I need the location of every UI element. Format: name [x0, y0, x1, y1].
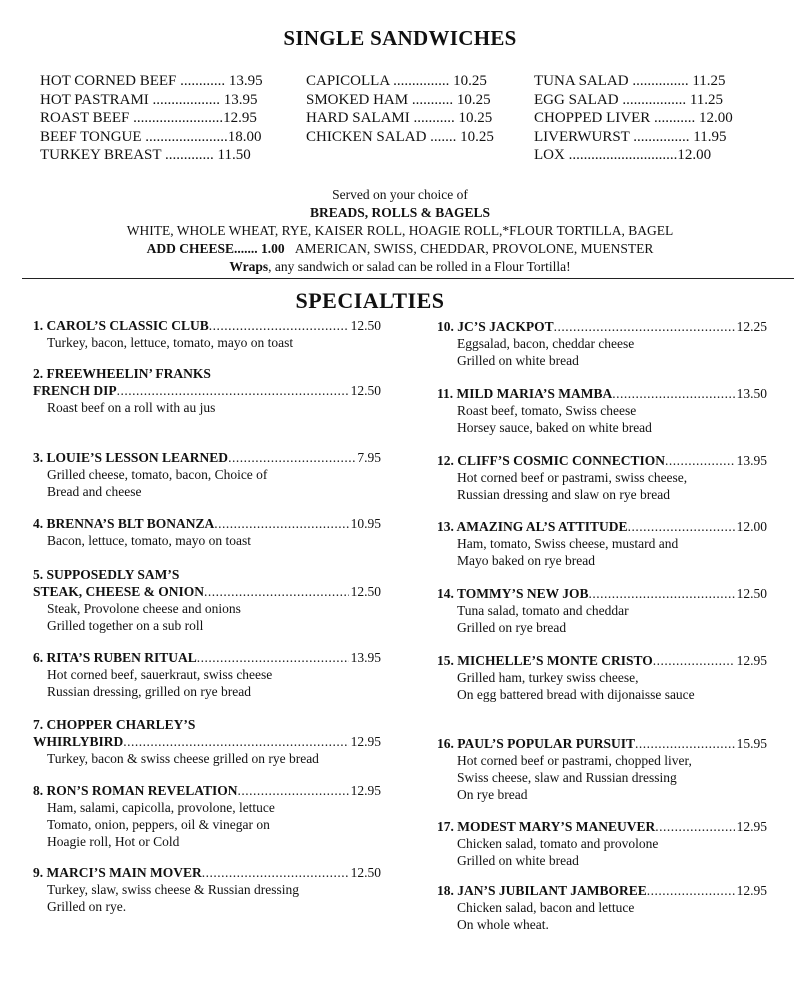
wraps-label: Wraps	[229, 259, 269, 274]
specialty-description: On egg battered bread with dijonaisse sauce	[457, 687, 695, 702]
specialty-name: 10. JC’S JACKPOT	[437, 319, 554, 334]
dot-leader	[635, 735, 735, 752]
specialty-name-row	[33, 317, 381, 334]
specialties-title: SPECIALTIES	[295, 288, 445, 313]
specialty-description: Eggsalad, bacon, cheddar cheese	[457, 336, 635, 351]
specialty-name: 3. LOUIE’S LESSON LEARNED	[33, 450, 229, 465]
specialty-name: FRENCH DIP	[33, 383, 117, 398]
specialty-price: 10.95	[350, 516, 381, 531]
specialty-item	[437, 818, 767, 869]
single-col-2	[306, 72, 494, 146]
specialty-description: Horsey sauce, baked on white bread	[457, 420, 652, 435]
single-item: HOT PASTRAMI .................. 13.95	[40, 91, 258, 108]
specialty-name-row	[437, 882, 767, 899]
specialty-description: Grilled on white bread	[457, 353, 579, 368]
single-item: CHOPPED LIVER ........... 12.00	[534, 110, 733, 126]
specialty-name: 17. MODEST MARY’S MANEUVER	[437, 819, 656, 834]
specialty-name: 12. CLIFF’S COSMIC CONNECTION	[437, 453, 666, 468]
specialty-name: 18. JAN’S JUBILANT JAMBOREE	[437, 883, 647, 898]
specialty-description: Mayo baked on rye bread	[457, 553, 595, 568]
specialty-price: 13.50	[736, 386, 767, 401]
specialty-name-row	[33, 649, 381, 666]
single-item: CHICKEN SALAD ....... 10.25	[306, 128, 494, 145]
specialty-item	[437, 518, 767, 569]
specialty-name: 4. BRENNA’S BLT BONANZA	[33, 516, 215, 531]
dot-leader	[238, 782, 349, 799]
specialty-description: Chicken salad, bacon and lettuce	[457, 900, 635, 915]
add-cheese-line	[0, 240, 800, 258]
specialty-description: Turkey, bacon & swiss cheese grilled on rye bread	[47, 751, 319, 766]
specialty-description: Turkey, slaw, swiss cheese & Russian dressing	[47, 882, 299, 897]
single-item: BEEF TONGUE ......................18.00	[40, 128, 262, 145]
specialty-description: Russian dressing and slaw on rye bread	[457, 487, 670, 502]
single-col-3	[534, 72, 733, 165]
specialty-name-row	[437, 452, 767, 469]
specialty-item	[437, 652, 767, 703]
breads-heading: BREADS, ROLLS & BAGELS	[309, 205, 491, 220]
specialty-name-row	[33, 515, 381, 532]
specialty-item	[33, 449, 381, 500]
single-item: CAPICOLLA ............... 10.25	[306, 73, 487, 89]
specialty-item	[33, 317, 381, 351]
specialty-description: On whole wheat.	[457, 917, 549, 932]
specialty-item	[437, 585, 767, 636]
specialty-name: 8. RON’S ROMAN REVELATION	[33, 783, 238, 798]
wraps-text: , any sandwich or salad can be rolled in a Flour Tortilla!	[268, 259, 571, 274]
specialty-name: 13. AMAZING AL’S ATTITUDE	[437, 519, 628, 534]
specialty-name-row	[33, 583, 381, 600]
specialty-price: 12.50	[350, 383, 381, 398]
dot-leader	[204, 583, 349, 600]
specialty-price: 7.95	[357, 450, 381, 465]
specialty-price: 12.50	[736, 586, 767, 601]
specialty-item	[437, 385, 767, 436]
specialty-description: Hot corned beef or pastrami, swiss cheese,	[457, 470, 688, 485]
dot-leader	[117, 382, 349, 399]
specialty-description: Hot corned beef or pastrami, chopped liver,	[457, 753, 692, 768]
specialty-name: 11. MILD MARIA’S MAMBA	[437, 386, 613, 401]
single-sandwiches-title: SINGLE SANDWICHES	[283, 26, 517, 50]
single-item: ROAST BEEF ........................12.95	[40, 110, 257, 126]
specialty-name-row	[437, 735, 767, 752]
specialty-description: Roast beef, tomato, Swiss cheese	[457, 403, 637, 418]
dot-leader	[554, 318, 735, 335]
specialty-price: 12.95	[350, 783, 381, 798]
specialty-description: On rye bread	[457, 787, 528, 802]
dot-leader	[123, 733, 348, 750]
specialty-name: 15. MICHELLE’S MONTE CRISTO	[437, 653, 653, 668]
specialty-item	[33, 782, 381, 850]
specialty-item	[33, 716, 381, 767]
dot-leader	[209, 317, 349, 334]
single-item: EGG SALAD ................. 11.25	[534, 91, 724, 108]
specialty-item	[33, 515, 381, 549]
specialty-description: Hot corned beef, sauerkraut, swiss cheese	[47, 667, 273, 682]
specialty-description: Swiss cheese, slaw and Russian dressing	[457, 770, 677, 785]
specialty-name: 9. MARCI’S MAIN MOVER	[33, 865, 202, 880]
single-item: TURKEY BREAST ............. 11.50	[40, 147, 251, 163]
specialty-item	[33, 649, 381, 700]
specialty-item	[437, 735, 767, 803]
dot-leader	[589, 585, 735, 602]
specialty-name-row	[437, 585, 767, 602]
specialty-description: Tuna salad, tomato and cheddar	[457, 603, 629, 618]
specialty-name-line: 2. FREEWHEELIN’ FRANKS	[33, 366, 211, 381]
specialty-name-line: 5. SUPPOSEDLY SAM’S	[33, 567, 180, 582]
specialty-description: Grilled on rye bread	[457, 620, 567, 635]
specialty-description: Grilled on rye.	[47, 899, 127, 914]
specialty-item	[437, 318, 767, 369]
specialty-name-row	[437, 818, 767, 835]
specialty-description: Roast beef on a roll with au jus	[47, 400, 216, 415]
specialty-description: Bread and cheese	[47, 484, 142, 499]
dot-leader	[202, 864, 349, 881]
single-item: HOT CORNED BEEF ............ 13.95	[40, 73, 263, 89]
specialty-price: 13.95	[350, 650, 381, 665]
specialty-name: 14. TOMMY’S NEW JOB	[437, 586, 589, 601]
specialty-description: Hoagie roll, Hot or Cold	[47, 834, 180, 849]
single-col-1	[40, 72, 263, 165]
specialty-name-row	[33, 449, 381, 466]
specialty-name: 1. CAROL’S CLASSIC CLUB	[33, 318, 209, 333]
specialty-description: Chicken salad, tomato and provolone	[457, 836, 659, 851]
section-divider	[22, 278, 794, 279]
dot-leader	[628, 518, 735, 535]
dot-leader	[612, 385, 734, 402]
specialty-name-row	[437, 518, 767, 535]
specialty-description: Steak, Provolone cheese and onions	[47, 601, 241, 616]
specialty-description: Ham, salami, capicolla, provolone, lettuce	[47, 800, 275, 815]
specialty-description: Russian dressing, grilled on rye bread	[47, 684, 251, 699]
specialty-item	[437, 882, 767, 933]
specialty-name-row	[33, 782, 381, 799]
dot-leader	[228, 449, 355, 466]
add-cheese-label: ADD CHEESE....... 1.00	[146, 241, 285, 256]
single-item: LIVERWURST ............... 11.95	[534, 128, 727, 145]
specialty-name-row	[33, 382, 381, 399]
specialty-price: 12.95	[350, 734, 381, 749]
dot-leader	[197, 649, 349, 666]
specialty-price: 12.95	[736, 653, 767, 668]
single-item: LOX .............................12.00	[534, 147, 712, 163]
specialty-description: Turkey, bacon, lettuce, tomato, mayo on toast	[47, 335, 294, 350]
specialty-price: 15.95	[736, 736, 767, 751]
specialty-description: Bacon, lettuce, tomato, mayo on toast	[47, 533, 251, 548]
dot-leader	[647, 882, 735, 899]
specialty-name-row	[437, 385, 767, 402]
cheese-options: AMERICAN, SWISS, CHEDDAR, PROVOLONE, MUENSTER	[294, 241, 654, 256]
specialty-description: Grilled on white bread	[457, 853, 579, 868]
dot-leader	[655, 818, 734, 835]
specialty-price: 12.50	[350, 584, 381, 599]
specialty-price: 13.95	[736, 453, 767, 468]
specialty-name-row	[33, 733, 381, 750]
specialty-name: WHIRLYBIRD	[33, 734, 124, 749]
specialty-price: 12.95	[736, 883, 767, 898]
dot-leader	[665, 452, 735, 469]
single-item: TUNA SALAD ............... 11.25	[534, 73, 726, 89]
specialty-price: 12.00	[736, 519, 767, 534]
served-intro: Served on your choice of	[332, 187, 468, 202]
wraps-line	[0, 258, 800, 276]
specialty-description: Tomato, onion, peppers, oil & vinegar on	[47, 817, 270, 832]
single-item: SMOKED HAM ........... 10.25	[306, 91, 491, 108]
specialty-price: 12.25	[736, 319, 767, 334]
specialty-description: Grilled together on a sub roll	[47, 618, 204, 633]
specialty-name-row	[33, 864, 381, 881]
specialty-item	[33, 566, 381, 634]
single-item: HARD SALAMI ........... 10.25	[306, 110, 493, 126]
specialty-item	[437, 452, 767, 503]
dot-leader	[653, 652, 735, 669]
specialty-name-row	[437, 652, 767, 669]
specialty-price: 12.50	[350, 865, 381, 880]
specialty-description: Ham, tomato, Swiss cheese, mustard and	[457, 536, 679, 551]
specialty-name: STEAK, CHEESE & ONION	[33, 584, 205, 599]
specialty-description: Grilled cheese, tomato, bacon, Choice of	[47, 467, 268, 482]
specialty-name: 6. RITA’S RUBEN RITUAL	[33, 650, 197, 665]
dot-leader	[214, 515, 348, 532]
specialty-price: 12.50	[350, 318, 381, 333]
served-info	[0, 186, 800, 276]
specialty-name: 16. PAUL’S POPULAR PURSUIT	[437, 736, 636, 751]
specialty-name-line: 7. CHOPPER CHARLEY’S	[33, 717, 196, 732]
specialty-price: 12.95	[736, 819, 767, 834]
specialty-description: Grilled ham, turkey swiss cheese,	[457, 670, 639, 685]
specialty-item	[33, 864, 381, 915]
bread-options: WHITE, WHOLE WHEAT, RYE, KAISER ROLL, HOAGIE ROLL,*FLOUR TORTILLA, BAGEL	[126, 223, 674, 238]
specialty-name-row	[437, 318, 767, 335]
specialty-item	[33, 365, 381, 416]
